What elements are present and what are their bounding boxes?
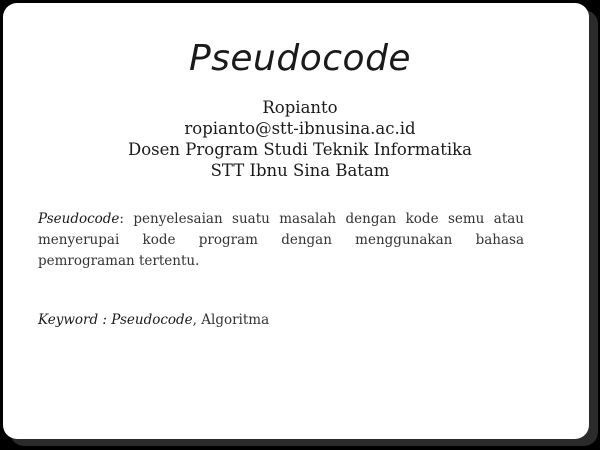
keywords-rest: , Algoritma [192, 312, 270, 328]
author-block [0, 97, 600, 181]
keywords-label: Keyword : [38, 312, 112, 328]
author-name: Ropianto [262, 98, 338, 117]
author-position: Dosen Program Studi Teknik Informatika [128, 140, 472, 159]
abstract-term: Pseudocode [38, 211, 120, 227]
abstract-paragraph [38, 209, 524, 272]
abstract-definition: : penyelesaian suatu masalah dengan kode semu atau menyerupai kode program dengan menggunakan bahasa pemrograman tertentu. [38, 211, 524, 269]
author-institution: STT Ibnu Sina Batam [210, 161, 390, 180]
slide-title: Pseudocode [188, 38, 412, 79]
keyword-pseudocode: Pseudocode [111, 312, 193, 328]
keywords-line [38, 310, 538, 331]
author-email: ropianto@stt-ibnusina.ac.id [184, 119, 416, 138]
